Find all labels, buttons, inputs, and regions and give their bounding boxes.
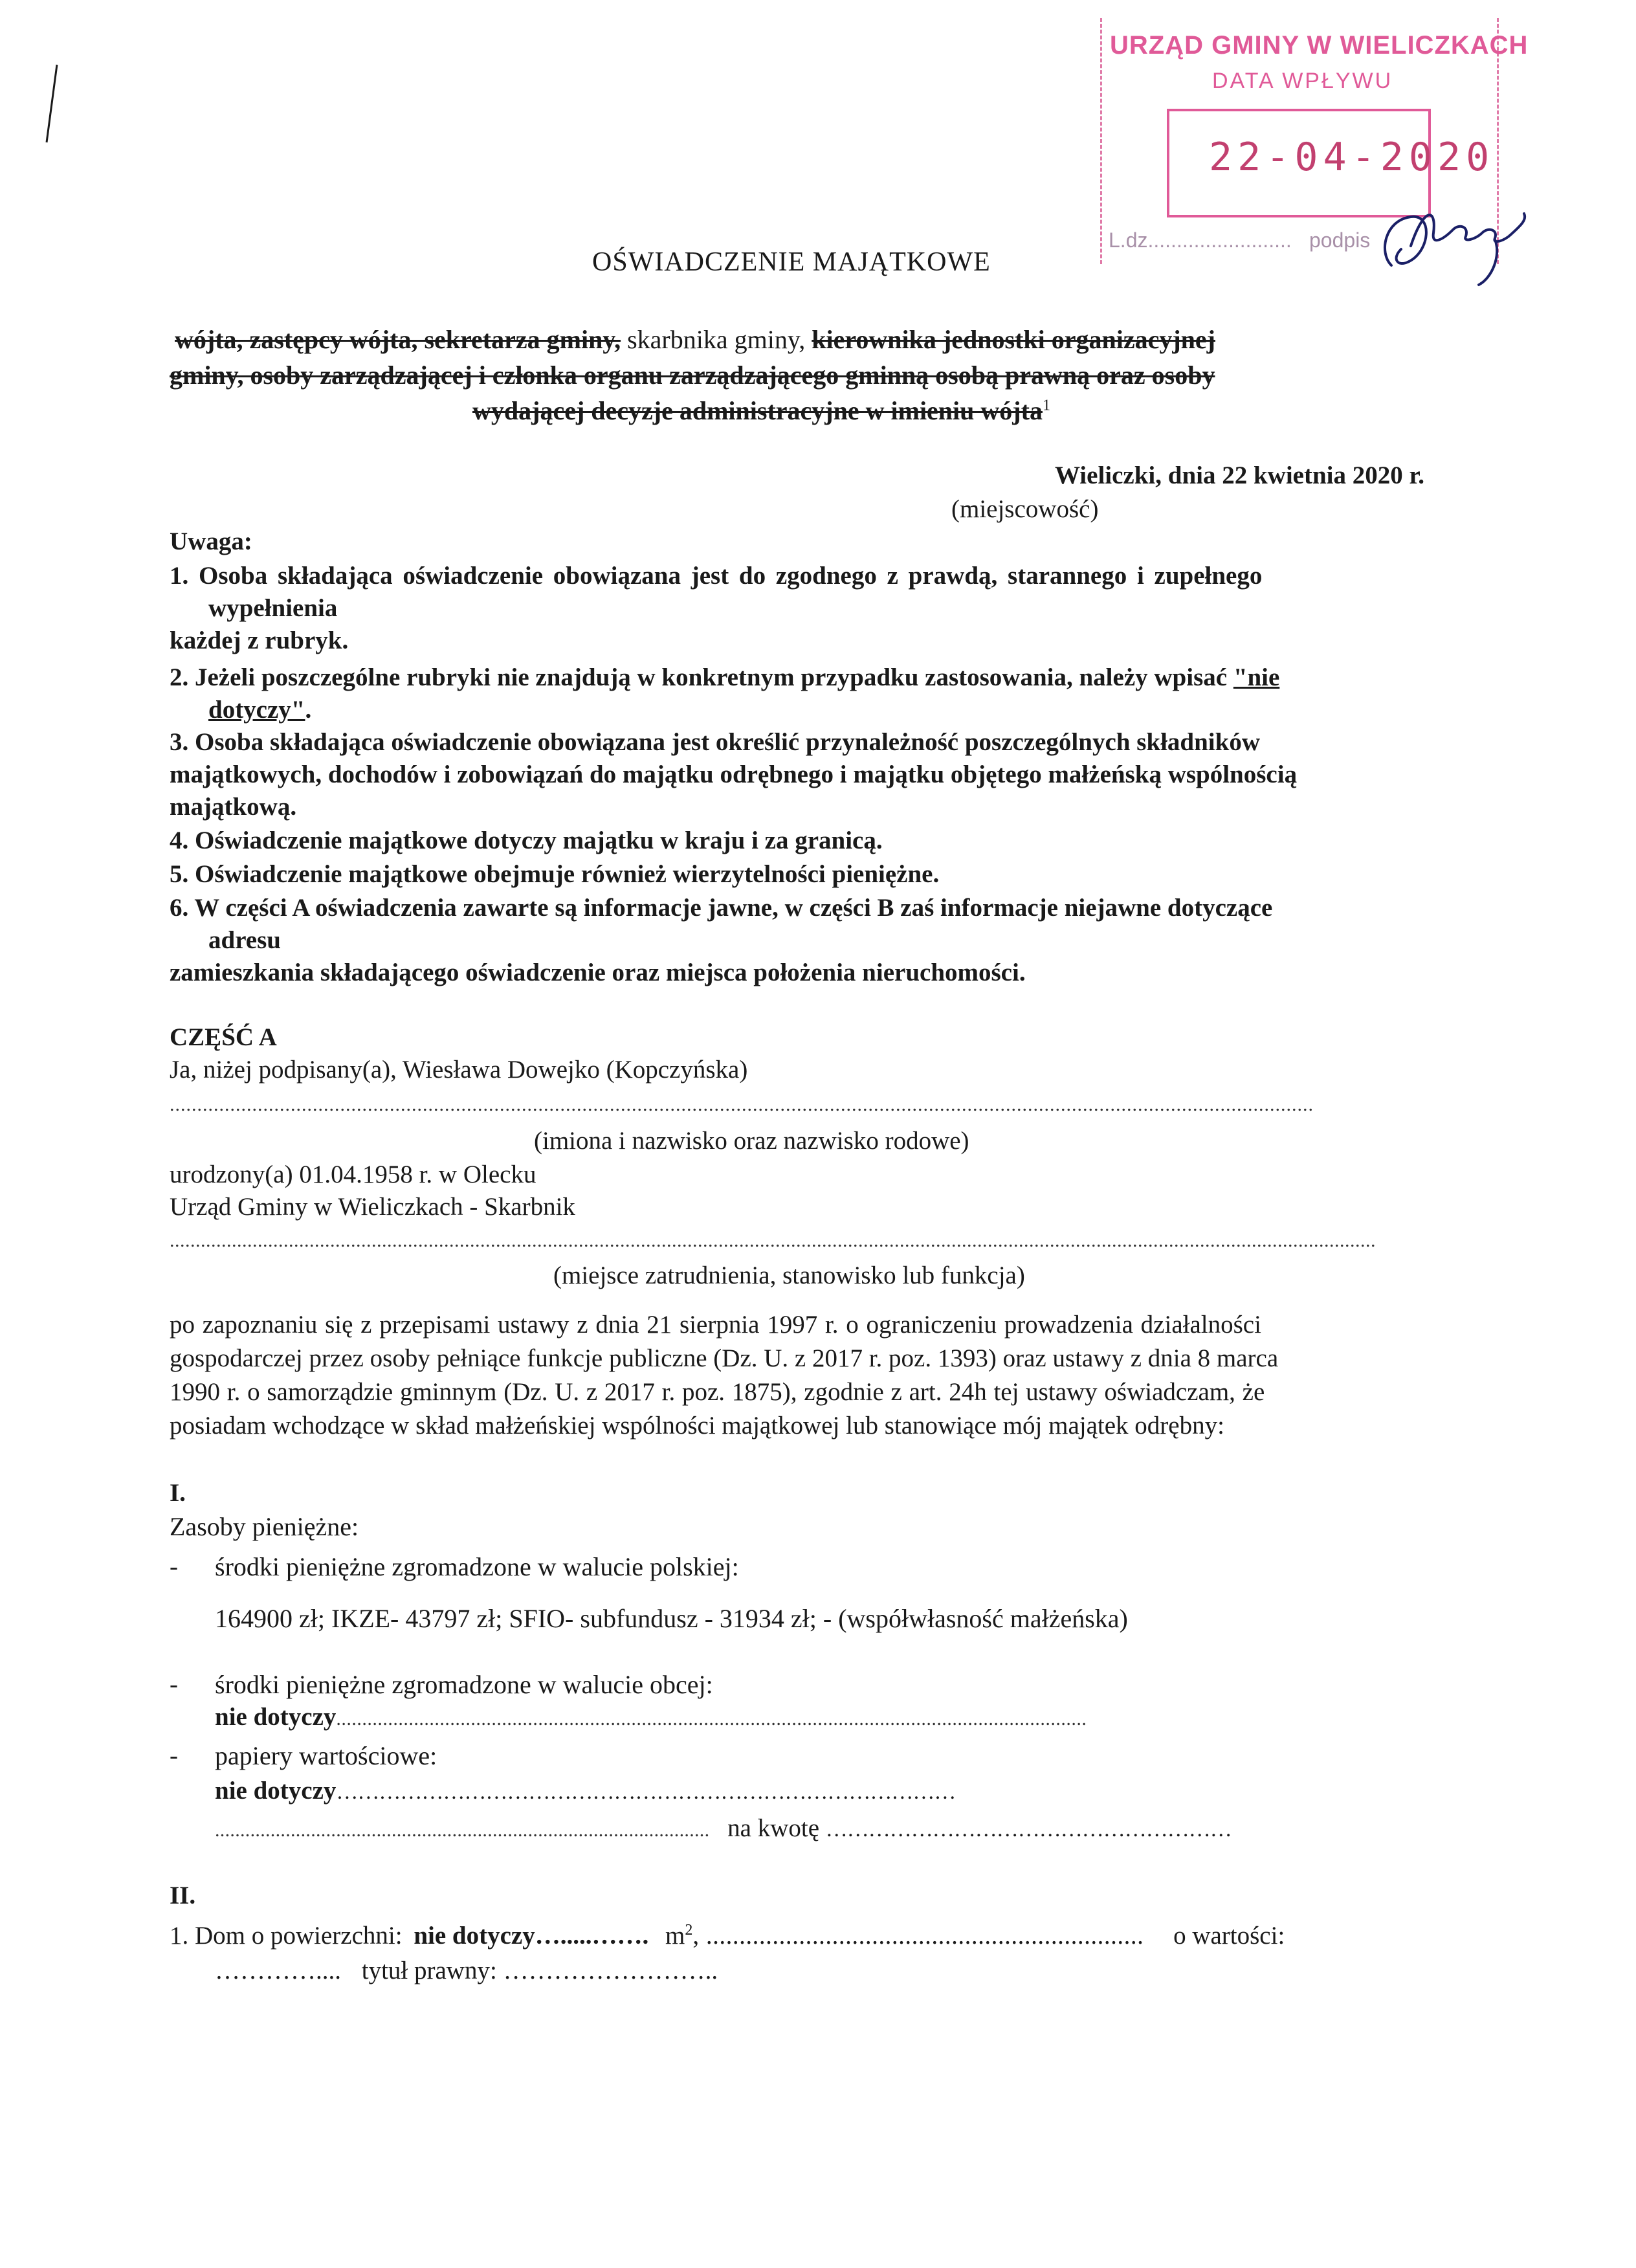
amount-row <box>215 1812 1232 1847</box>
bullet-dash-3: - <box>170 1742 178 1770</box>
note-1: 1. Osoba składająca oświadczenie obowiązana jest do zgodnego z prawdą, starannego i zupełnego <box>170 562 1263 590</box>
bullet-dash-1: - <box>170 1553 178 1581</box>
part-a-heading: CZĘŚĆ A <box>170 1023 277 1051</box>
pln-label: środki pieniężne zgromadzone w walucie polskiej: <box>215 1552 739 1581</box>
section-i-roman: I. <box>170 1479 186 1507</box>
notes-heading: Uwaga: <box>170 528 252 555</box>
declarant-name: Ja, niżej podpisany(a), Wiesława Dowejko (Kopczyńska) <box>170 1056 748 1084</box>
fx-row <box>215 1701 1087 1735</box>
note-6: 6. W części A oświadczenia zawarte są informacje jawne, w części B zaś informacje niejawne dotyczące <box>170 894 1273 922</box>
note-1-cont: wypełnienia <box>208 594 338 622</box>
place-caption: (miejscowość) <box>951 495 1099 523</box>
declarant-dots: ................................................................................................................................................................................................................ <box>170 1094 1314 1115</box>
house-unit-sup: 2 <box>685 1922 693 1939</box>
fx-value: nie dotyczy <box>215 1703 337 1731</box>
section-ii-roman: II. <box>170 1882 196 1909</box>
securities-label: papiery wartościowe: <box>215 1741 437 1770</box>
handwritten-signature <box>1372 194 1540 291</box>
note-4: 4. Oświadczenie majątkowe dotyczy majątku w kraju i za granicą. <box>170 827 883 854</box>
stamp-ldz: L.dz......................... <box>1109 228 1292 252</box>
note-2-cont <box>208 694 311 726</box>
statement-line-4: posiadam wchodzące w skład małżeńskiej wspólności majątkowej lub stanowiące mój majątek odrębny: <box>170 1412 1224 1440</box>
securities-value: nie dotyczy <box>215 1777 337 1805</box>
house-label: 1. Dom o powierzchni: <box>170 1922 403 1950</box>
note-2-quote: "nie <box>1233 663 1280 691</box>
pln-value: 164900 zł; IKZE- 43797 zł; SFIO- subfundusz - 31934 zł; - (współwłasność małżeńska) <box>215 1604 1128 1633</box>
note-2-quote-cont: dotyczy" <box>208 696 305 724</box>
bullet-dash-2: - <box>170 1671 178 1698</box>
note-6-cont: adresu <box>208 926 281 954</box>
note-2 <box>170 662 1279 694</box>
note-3: 3. Osoba składająca oświadczenie obowiązana jest określić przynależność poszczególnych składników <box>170 728 1260 756</box>
subtitle-struck-a: wójta, zastępcy wójta, sekretarza gminy, <box>175 325 621 354</box>
stamp-office: URZĄD GMINY W WIELICZKACH <box>1110 31 1529 60</box>
securities-row <box>215 1775 955 1808</box>
margin-mark <box>39 61 65 146</box>
birth-info: urodzony(a) 01.04.1958 r. w Olecku <box>170 1161 536 1188</box>
employer-dots: ......................................................................................................................................................................................................................................... <box>170 1230 1376 1251</box>
place-and-date: Wieliczki, dnia 22 kwietnia 2020 r. <box>1055 461 1424 489</box>
house-dots-b: ………….... <box>215 1957 341 1984</box>
name-caption: (imiona i nazwisko oraz nazwisko rodowe) <box>534 1127 969 1155</box>
subtitle-struck-b: kierownika jednostki organizacyjnej <box>812 325 1215 354</box>
fx-label: środki pieniężne zgromadzone w walucie obcej: <box>215 1670 713 1699</box>
note-6-cont2: zamieszkania składającego oświadczenie oraz miejsca położenia nieruchomości. <box>170 959 1026 986</box>
amount-dots-2: ………………………………………………… <box>825 1818 1232 1841</box>
statement-line-1: po zapoznaniu się z przepisami ustawy z dnia 21 sierpnia 1997 r. o ograniczeniu prowadzenia działalności <box>170 1311 1261 1339</box>
house-value: nie dotyczy <box>414 1922 535 1950</box>
stamp-podpis: podpis <box>1309 228 1371 252</box>
employer: Urząd Gminy w Wieliczkach - Skarbnik <box>170 1193 575 1221</box>
section-i-heading: Zasoby pieniężne: <box>170 1512 359 1541</box>
note-1-cont2: każdej z rubryk. <box>170 627 349 654</box>
subtitle-line-2: gminy, osoby zarządzającej i członka organu zarządzającego gminną osobą prawną oraz osoby <box>170 361 1215 390</box>
securities-dots: …………………………………………………………………………… <box>336 1780 956 1804</box>
page-title: OŚWIADCZENIE MAJĄTKOWE <box>592 247 991 277</box>
note-3-cont: majątkowych, dochodów i zobowiązań do majątku odrębnego i majątku objętego małżeńską wspólnością <box>170 761 1298 788</box>
subtitle-kept: skarbnika gminy, <box>621 325 812 354</box>
house-dots: ….....……. <box>535 1922 649 1950</box>
fx-dots: ................................................................................................................................................. <box>336 1708 1087 1729</box>
subtitle-struck-c: wydającej decyzje administracyjne w imieniu wójta <box>472 396 1043 425</box>
subtitle-line-1 <box>175 324 1215 356</box>
house-row-2 <box>215 1955 718 1987</box>
footnote-marker: 1 <box>1042 397 1050 414</box>
statement-line-2: gospodarczej przez osoby pełniące funkcje publiczne (Dz. U. z 2017 r. poz. 1393) oraz ustawy z dnia 8 marca <box>170 1344 1279 1372</box>
note-2-text: 2. Jeżeli poszczególne rubryki nie znajdują w konkretnym przypadku zastosowania, należy wpisać <box>170 663 1233 691</box>
house-unit: m <box>665 1922 685 1950</box>
house-row <box>170 1920 1285 1952</box>
statement-line-3: 1990 r. o samorządzie gminnym (Dz. U. z 2017 r. poz. 1875), zgodnie z art. 24h tej ustawy oświadczam, że <box>170 1378 1265 1406</box>
house-dots-a: , .................................................................. <box>692 1922 1144 1950</box>
note-3-cont2: majątkową. <box>170 793 297 821</box>
amount-dots: .................................................................................................. <box>215 1819 710 1841</box>
house-title-label: tytuł prawny: <box>361 1957 497 1984</box>
subtitle-line-3 <box>472 395 1050 427</box>
employer-caption: (miejsce zatrudnienia, stanowisko lub funkcja) <box>553 1262 1025 1289</box>
stamp-date: 22-04-2020 <box>1209 135 1495 180</box>
note-5: 5. Oświadczenie majątkowe obejmuje również wierzytelności pieniężne. <box>170 860 940 888</box>
note-2-period: . <box>305 696 312 724</box>
amount-label: na kwotę <box>727 1814 820 1842</box>
house-value-label: o wartości: <box>1173 1922 1285 1950</box>
house-dots-c: …………………….. <box>503 1957 718 1984</box>
stamp-received-label: DATA WPŁYWU <box>1212 69 1393 93</box>
